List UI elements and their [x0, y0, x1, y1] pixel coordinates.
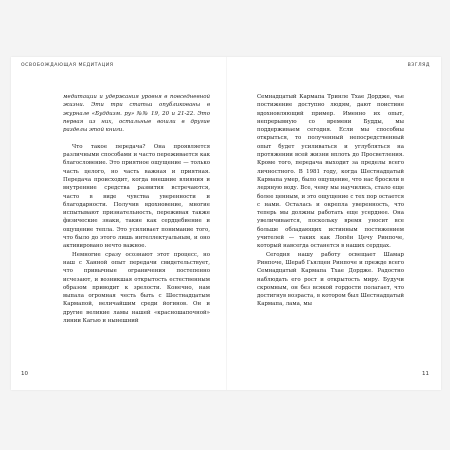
- paragraph: Что такое передача? Она проявляется различными способами и часто переживается как благословение. Это приятное ощущение — только часть целого, но часть важная и приятная. Передача происходит, когда внешние влияния и внутренние средства развития встречаются, часто в виде чувства уверенности и благодарности. Получив вдохновение, многие испытывают признательность, переживая также физические знаки, такие как сердцебиение и ощущение тепла. Это усиливает понимание того, что было до этого лишь интеллектуальным, и оно активировано нечто важное.: [63, 143, 210, 250]
- book-gutter: [226, 57, 227, 390]
- running-head-left: ОСВОБОЖДАЮЩАЯ МЕДИТАЦИЯ: [21, 63, 114, 68]
- page-number-left: 10: [21, 371, 28, 377]
- running-head-right: ВЗГЛЯД: [407, 63, 430, 68]
- paragraph: Семнадцатый Кармапа Тринле Тхае Дордже, чье постижение доступно людям, дают поистине вдохновляющий пример. Именно их опыт, непрерывную со времени Будды, мы поддерживаем сегодня. Если мы способны открыться, то полученный непосредственный опыт будет усиливаться и углубляться на протяжении всей жизни вплоть до Просветления. Кроме того, передача выходит за пределы всего личностного. В 1981 году, когда Шестнадцатый Кармапа умер, было ощущение, что нас бросили в ледяную воду. Все, чему мы научились, стало еще более ценным, и это ощущение с тех пор остается с нами. Осталась и окрепла уверенность, что теперь мы должны работать еще усерднее. Она увеличивается, поскольку время уносит все больше обладающих истинным постижением учителей — таких как Лопён Цечу Ринпоче, который навсегда останется в наших сердцах.: [257, 94, 404, 250]
- paragraph: Немногие сразу осознают этот процесс, но наш с Ханной опыт передачи свидетельствует, что привычные ограничения постепенно исчезают, и возникшая открытость естественным образом приводит к зрелости. Конечно, нам выпала огромная честь быть с Шестнадцатым Кармапой, величайшим среди йогинов. Он и другие великие ламы нашей «красношапочной» линии Кагью и нынешний: [63, 251, 210, 325]
- page-number-right: 11: [422, 371, 429, 377]
- left-page-text: [63, 93, 210, 325]
- paragraph: Сегодня нашу работу освещает Шамар Ринпоче, Шераб Гьялцен Ринпоче и прежде всего Семнадцатый Кармапа Тхае Дордже. Радостно наблюдать его рост и открытость миру. Будучи скромным, он без всякой гордости полагает, что достигнув возраста, в котором был Шестнадцатый Кармапа, лама, мы: [257, 251, 404, 308]
- book-spread: [11, 57, 441, 390]
- right-page-text: [257, 93, 404, 309]
- paragraph: медитации и удержания уровня в повседневной жизни. Эти три статьи опубликованы в журнале «Буддизм. ру» №№ 19, 20 и 21-22. Это первая из них, остальные вошли в другие разделы этой книги.: [63, 94, 210, 134]
